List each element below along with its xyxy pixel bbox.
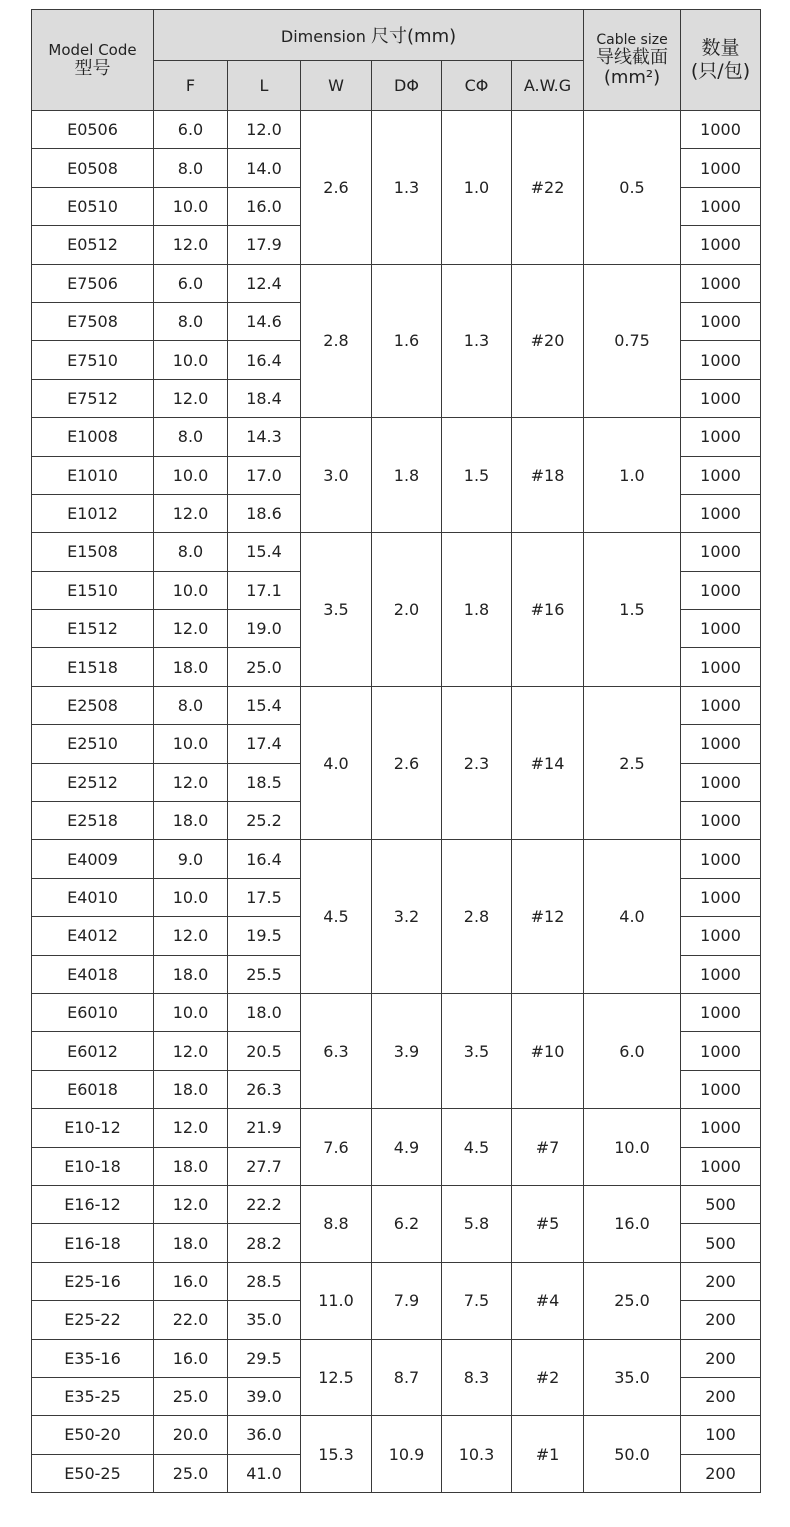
l-cell: 25.2 xyxy=(228,802,301,840)
c-cell: 7.5 xyxy=(442,1262,512,1339)
l-cell: 35.0 xyxy=(228,1301,301,1339)
f-cell: 9.0 xyxy=(154,840,228,878)
f-cell: 8.0 xyxy=(154,533,228,571)
table-row xyxy=(32,1416,761,1454)
c-cell: 1.3 xyxy=(442,264,512,418)
awg-cell: #5 xyxy=(512,1185,584,1262)
quantity-cell: 1000 xyxy=(681,1032,761,1070)
f-cell: 10.0 xyxy=(154,725,228,763)
quantity-unit: (只/包) xyxy=(690,60,751,82)
l-cell: 16.4 xyxy=(228,840,301,878)
model-code-cell: E35-16 xyxy=(32,1339,154,1377)
quantity-cell: 1000 xyxy=(681,379,761,417)
awg-cell: #7 xyxy=(512,1109,584,1186)
c-cell: 1.0 xyxy=(442,111,512,265)
f-cell: 18.0 xyxy=(154,802,228,840)
awg-cell: #18 xyxy=(512,418,584,533)
l-cell: 36.0 xyxy=(228,1416,301,1454)
quantity-cell: 500 xyxy=(681,1185,761,1223)
quantity-cn-label: 数量 xyxy=(701,37,740,59)
l-cell: 17.0 xyxy=(228,456,301,494)
cable-size-cn-label: 导线截面 xyxy=(596,47,669,68)
quantity-cell: 1000 xyxy=(681,149,761,187)
awg-cell: #14 xyxy=(512,686,584,840)
c-cell: 3.5 xyxy=(442,993,512,1108)
l-cell: 18.5 xyxy=(228,763,301,801)
quantity-cell: 1000 xyxy=(681,264,761,302)
quantity-cell: 1000 xyxy=(681,456,761,494)
quantity-cell: 1000 xyxy=(681,686,761,724)
model-code-cell: E7508 xyxy=(32,302,154,340)
l-cell: 17.1 xyxy=(228,571,301,609)
model-code-cell: E1518 xyxy=(32,648,154,686)
l-cell: 17.9 xyxy=(228,226,301,264)
l-cell: 12.4 xyxy=(228,264,301,302)
model-code-cell: E2510 xyxy=(32,725,154,763)
l-cell: 25.0 xyxy=(228,648,301,686)
f-cell: 10.0 xyxy=(154,341,228,379)
model-code-cell: E0512 xyxy=(32,226,154,264)
l-cell: 28.2 xyxy=(228,1224,301,1262)
model-code-cell: E50-25 xyxy=(32,1454,154,1492)
w-cell: 15.3 xyxy=(301,1416,372,1493)
model-code-cell: E0510 xyxy=(32,187,154,225)
w-cell: 3.5 xyxy=(301,533,372,687)
f-cell: 18.0 xyxy=(154,1147,228,1185)
quantity-cell: 200 xyxy=(681,1301,761,1339)
quantity-cell: 1000 xyxy=(681,993,761,1031)
f-cell: 8.0 xyxy=(154,302,228,340)
l-cell: 21.9 xyxy=(228,1109,301,1147)
awg-cell: #12 xyxy=(512,840,584,994)
f-cell: 10.0 xyxy=(154,456,228,494)
quantity-cell: 1000 xyxy=(681,302,761,340)
col-header-awg: A.W.G xyxy=(512,61,584,111)
l-cell: 27.7 xyxy=(228,1147,301,1185)
l-cell: 29.5 xyxy=(228,1339,301,1377)
quantity-cell: 1000 xyxy=(681,802,761,840)
quantity-cell: 1000 xyxy=(681,341,761,379)
f-cell: 12.0 xyxy=(154,1185,228,1223)
w-cell: 12.5 xyxy=(301,1339,372,1416)
quantity-cell: 1000 xyxy=(681,878,761,916)
f-cell: 12.0 xyxy=(154,610,228,648)
table-row xyxy=(32,264,761,302)
quantity-cell: 1000 xyxy=(681,1070,761,1108)
cable-size-cell: 4.0 xyxy=(584,840,681,994)
quantity-cell: 500 xyxy=(681,1224,761,1262)
quantity-cell: 1000 xyxy=(681,917,761,955)
model-code-cell: E6012 xyxy=(32,1032,154,1070)
d-cell: 1.3 xyxy=(372,111,442,265)
awg-cell: #4 xyxy=(512,1262,584,1339)
w-cell: 11.0 xyxy=(301,1262,372,1339)
d-cell: 4.9 xyxy=(372,1109,442,1186)
dimension-label: Dimension xyxy=(280,27,366,46)
model-code-cell: E25-22 xyxy=(32,1301,154,1339)
table-row xyxy=(32,111,761,149)
f-cell: 16.0 xyxy=(154,1262,228,1300)
dimension-header xyxy=(154,10,584,61)
model-code-cell: E6010 xyxy=(32,993,154,1031)
l-cell: 20.5 xyxy=(228,1032,301,1070)
f-cell: 6.0 xyxy=(154,264,228,302)
f-cell: 16.0 xyxy=(154,1339,228,1377)
table-row xyxy=(32,533,761,571)
l-cell: 14.3 xyxy=(228,418,301,456)
f-cell: 12.0 xyxy=(154,494,228,532)
model-code-cell: E4010 xyxy=(32,878,154,916)
cable-size-cell: 6.0 xyxy=(584,993,681,1108)
col-header-c: CΦ xyxy=(442,61,512,111)
f-cell: 10.0 xyxy=(154,993,228,1031)
d-cell: 6.2 xyxy=(372,1185,442,1262)
c-cell: 1.8 xyxy=(442,533,512,687)
l-cell: 18.6 xyxy=(228,494,301,532)
quantity-cell: 200 xyxy=(681,1339,761,1377)
c-cell: 4.5 xyxy=(442,1109,512,1186)
w-cell: 2.6 xyxy=(301,111,372,265)
quantity-cell: 200 xyxy=(681,1262,761,1300)
c-cell: 2.8 xyxy=(442,840,512,994)
quantity-cell: 1000 xyxy=(681,955,761,993)
cable-size-cell: 2.5 xyxy=(584,686,681,840)
model-code-cell: E7506 xyxy=(32,264,154,302)
cable-size-cell: 1.0 xyxy=(584,418,681,533)
w-cell: 6.3 xyxy=(301,993,372,1108)
l-cell: 39.0 xyxy=(228,1377,301,1415)
quantity-cell: 1000 xyxy=(681,418,761,456)
model-code-cell: E4009 xyxy=(32,840,154,878)
quantity-cell: 200 xyxy=(681,1377,761,1415)
l-cell: 14.0 xyxy=(228,149,301,187)
model-code-header xyxy=(32,10,154,111)
model-code-cell: E1508 xyxy=(32,533,154,571)
dimension-cn-label: 尺寸(mm) xyxy=(371,26,457,47)
model-code-cell: E4018 xyxy=(32,955,154,993)
awg-cell: #1 xyxy=(512,1416,584,1493)
quantity-cell: 1000 xyxy=(681,725,761,763)
l-cell: 19.5 xyxy=(228,917,301,955)
l-cell: 17.4 xyxy=(228,725,301,763)
l-cell: 18.0 xyxy=(228,993,301,1031)
quantity-cell: 100 xyxy=(681,1416,761,1454)
d-cell: 1.6 xyxy=(372,264,442,418)
quantity-cell: 1000 xyxy=(681,763,761,801)
d-cell: 3.9 xyxy=(372,993,442,1108)
f-cell: 12.0 xyxy=(154,379,228,417)
f-cell: 6.0 xyxy=(154,111,228,149)
c-cell: 1.5 xyxy=(442,418,512,533)
cable-size-cell: 16.0 xyxy=(584,1185,681,1262)
cable-size-unit: (mm²) xyxy=(603,67,661,88)
model-code-cell: E2518 xyxy=(32,802,154,840)
f-cell: 8.0 xyxy=(154,149,228,187)
l-cell: 19.0 xyxy=(228,610,301,648)
model-code-cell: E7512 xyxy=(32,379,154,417)
f-cell: 25.0 xyxy=(154,1454,228,1492)
awg-cell: #2 xyxy=(512,1339,584,1416)
w-cell: 4.5 xyxy=(301,840,372,994)
d-cell: 3.2 xyxy=(372,840,442,994)
model-code-cell: E1010 xyxy=(32,456,154,494)
model-code-cn-label: 型号 xyxy=(74,57,111,79)
f-cell: 18.0 xyxy=(154,1070,228,1108)
f-cell: 22.0 xyxy=(154,1301,228,1339)
quantity-cell: 200 xyxy=(681,1454,761,1492)
w-cell: 3.0 xyxy=(301,418,372,533)
l-cell: 14.6 xyxy=(228,302,301,340)
col-header-f: F xyxy=(154,61,228,111)
l-cell: 18.4 xyxy=(228,379,301,417)
f-cell: 12.0 xyxy=(154,917,228,955)
quantity-cell: 1000 xyxy=(681,648,761,686)
spec-table xyxy=(31,9,761,1493)
quantity-cell: 1000 xyxy=(681,1109,761,1147)
w-cell: 7.6 xyxy=(301,1109,372,1186)
l-cell: 41.0 xyxy=(228,1454,301,1492)
l-cell: 28.5 xyxy=(228,1262,301,1300)
table-row xyxy=(32,993,761,1031)
awg-cell: #10 xyxy=(512,993,584,1108)
cable-size-cell: 50.0 xyxy=(584,1416,681,1493)
model-code-cell: E1510 xyxy=(32,571,154,609)
model-code-cell: E1512 xyxy=(32,610,154,648)
quantity-cell: 1000 xyxy=(681,533,761,571)
model-code-cell: E1012 xyxy=(32,494,154,532)
quantity-header xyxy=(681,10,761,111)
c-cell: 5.8 xyxy=(442,1185,512,1262)
model-code-label: Model Code xyxy=(48,40,137,59)
d-cell: 1.8 xyxy=(372,418,442,533)
model-code-cell: E35-25 xyxy=(32,1377,154,1415)
l-cell: 26.3 xyxy=(228,1070,301,1108)
col-header-l: L xyxy=(228,61,301,111)
f-cell: 10.0 xyxy=(154,571,228,609)
w-cell: 4.0 xyxy=(301,686,372,840)
quantity-cell: 1000 xyxy=(681,840,761,878)
f-cell: 8.0 xyxy=(154,686,228,724)
cable-size-cell: 0.5 xyxy=(584,111,681,265)
model-code-cell: E10-12 xyxy=(32,1109,154,1147)
col-header-w: W xyxy=(301,61,372,111)
model-code-cell: E4012 xyxy=(32,917,154,955)
f-cell: 18.0 xyxy=(154,1224,228,1262)
cable-size-label: Cable size xyxy=(596,32,668,48)
f-cell: 18.0 xyxy=(154,648,228,686)
table-row xyxy=(32,840,761,878)
c-cell: 10.3 xyxy=(442,1416,512,1493)
d-cell: 2.6 xyxy=(372,686,442,840)
table-body xyxy=(32,111,761,1493)
w-cell: 8.8 xyxy=(301,1185,372,1262)
awg-cell: #22 xyxy=(512,111,584,265)
cable-size-cell: 35.0 xyxy=(584,1339,681,1416)
table-row xyxy=(32,686,761,724)
model-code-cell: E50-20 xyxy=(32,1416,154,1454)
f-cell: 8.0 xyxy=(154,418,228,456)
f-cell: 12.0 xyxy=(154,763,228,801)
table-row xyxy=(32,1339,761,1377)
quantity-cell: 1000 xyxy=(681,1147,761,1185)
d-cell: 2.0 xyxy=(372,533,442,687)
awg-cell: #16 xyxy=(512,533,584,687)
cable-size-cell: 1.5 xyxy=(584,533,681,687)
cable-size-cell: 0.75 xyxy=(584,264,681,418)
l-cell: 15.4 xyxy=(228,686,301,724)
f-cell: 25.0 xyxy=(154,1377,228,1415)
c-cell: 2.3 xyxy=(442,686,512,840)
d-cell: 8.7 xyxy=(372,1339,442,1416)
quantity-cell: 1000 xyxy=(681,187,761,225)
l-cell: 15.4 xyxy=(228,533,301,571)
cable-size-header xyxy=(584,10,681,111)
f-cell: 18.0 xyxy=(154,955,228,993)
model-code-cell: E0506 xyxy=(32,111,154,149)
l-cell: 16.0 xyxy=(228,187,301,225)
cable-size-cell: 25.0 xyxy=(584,1262,681,1339)
model-code-cell: E2508 xyxy=(32,686,154,724)
l-cell: 22.2 xyxy=(228,1185,301,1223)
l-cell: 25.5 xyxy=(228,955,301,993)
c-cell: 8.3 xyxy=(442,1339,512,1416)
model-code-cell: E0508 xyxy=(32,149,154,187)
model-code-cell: E6018 xyxy=(32,1070,154,1108)
model-code-cell: E10-18 xyxy=(32,1147,154,1185)
quantity-cell: 1000 xyxy=(681,610,761,648)
quantity-cell: 1000 xyxy=(681,494,761,532)
model-code-cell: E25-16 xyxy=(32,1262,154,1300)
d-cell: 10.9 xyxy=(372,1416,442,1493)
l-cell: 12.0 xyxy=(228,111,301,149)
awg-cell: #20 xyxy=(512,264,584,418)
model-code-cell: E16-12 xyxy=(32,1185,154,1223)
f-cell: 12.0 xyxy=(154,226,228,264)
quantity-cell: 1000 xyxy=(681,226,761,264)
f-cell: 10.0 xyxy=(154,187,228,225)
table-row xyxy=(32,418,761,456)
f-cell: 20.0 xyxy=(154,1416,228,1454)
w-cell: 2.8 xyxy=(301,264,372,418)
d-cell: 7.9 xyxy=(372,1262,442,1339)
col-header-d: DΦ xyxy=(372,61,442,111)
quantity-cell: 1000 xyxy=(681,571,761,609)
model-code-cell: E7510 xyxy=(32,341,154,379)
f-cell: 10.0 xyxy=(154,878,228,916)
cable-size-cell: 10.0 xyxy=(584,1109,681,1186)
l-cell: 17.5 xyxy=(228,878,301,916)
table-row xyxy=(32,1109,761,1147)
model-code-cell: E2512 xyxy=(32,763,154,801)
f-cell: 12.0 xyxy=(154,1032,228,1070)
f-cell: 12.0 xyxy=(154,1109,228,1147)
table-row xyxy=(32,1262,761,1300)
quantity-cell: 1000 xyxy=(681,111,761,149)
l-cell: 16.4 xyxy=(228,341,301,379)
model-code-cell: E1008 xyxy=(32,418,154,456)
table-row xyxy=(32,1185,761,1223)
model-code-cell: E16-18 xyxy=(32,1224,154,1262)
